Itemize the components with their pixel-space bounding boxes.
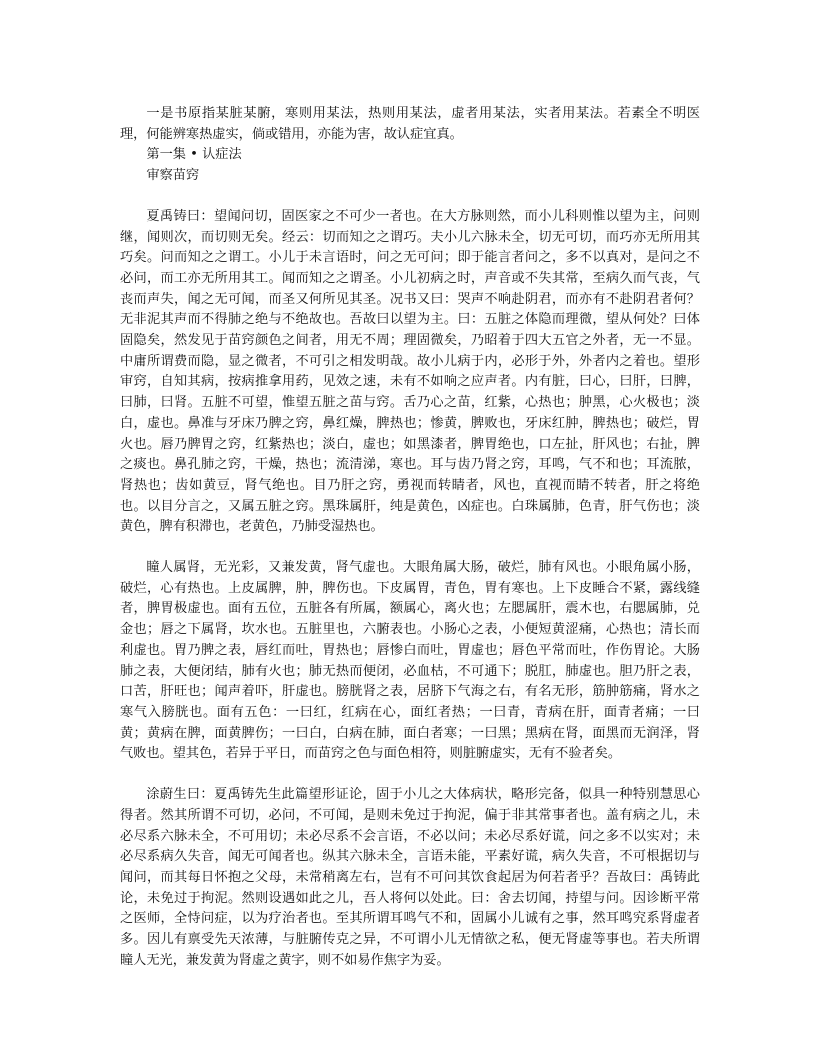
section-title: 第一集 • 认症法 bbox=[146, 147, 242, 163]
body-paragraph-1: 夏禹铸曰：望闻问切，固医家之不可少一者也。在大方脉则然，而小儿科则惟以望为主，问则继，闻则次，而切则无矣。经云：切而知之之谓巧。夫小儿六脉未全，切无可切，而巧亦无所用其巧矣。问而知之之谓工。小儿于未言语时，问之无可问；即于能言者问之，多不以真对，是问之不必问，而工亦无所用其工。闻而知之之谓圣。小儿初病之时，声音或不失其常，至病久而气丧，气丧而声失，闻之无可闻，而圣又何所见其圣。况书又曰：哭声不响赴阴君，而亦有不赴阴君者何？无非泥其声而不得肺之绝与不绝故也。吾故曰以望为主。曰：五脏之体隐而理微，望从何处？曰体固隐矣，然发见于苗窍颜色之间者，用无不周；理固微矣，乃昭着于四大五官之外者，无一不显。中庸所谓费而隐，显之微者，不可引之相发明哉。故小儿病于内，必形于外，外者内之着也。望形审窍，自知其病，按病推拿用药，见效之速，未有不如响之应声者。内有脏，曰心，曰肝，曰脾，曰肺，曰肾。五脏不可望，惟望五脏之苗与窍。舌乃心之苗，红紫，心热也；肿黑，心火极也；淡白，虚也。鼻准与牙床乃脾之窍，鼻红燥，脾热也；惨黄，脾败也，牙床红肿，脾热也；破烂，胃火也。唇乃脾胃之窍，红紫热也；淡白，虚也；如黑漆者，脾胃绝也，口左扯，肝风也；右扯，脾之痰也。鼻孔肺之窍，干燥，热也；流清涕，寒也。耳与齿乃肾之窍，耳鸣，气不和也；耳流脓，肾热也；齿如黄豆，肾气绝也。目乃肝之窍，勇视而转睛者，风也，直视而睛不转者，肝之将绝也。以目分言之，又属五脏之窍。黑珠属肝，纯是黄色，凶症也。白珠属肺，色青，肝气伤也；淡黄色，脾有积滞也，老黄色，乃肺受湿热也。 bbox=[120, 208, 700, 535]
subsection-title: 审察苗窍 bbox=[146, 168, 200, 184]
body-paragraph-2: 瞳人属肾，无光彩，又兼发黄，肾气虚也。大眼角属大肠，破烂，肺有风也。小眼角属小肠，破烂，心有热也。上皮属脾，肿，脾伤也。下皮属胃，青色，胃有寒也。上下皮睡合不紧，露线缝者，脾胃极虚也。面有五位，五脏各有所属，额属心，离火也；左腮属肝，震木也，右腮属肺，兑金也；唇之下属肾，坎水也。五脏里也，六腑表也。小肠心之表，小便短黄涩痛，心热也；清长而利虚也。胃乃脾之表，唇红而吐，胃热也；唇惨白而吐，胃虚也；唇色平常而吐，作伤胃论。大肠肺之表，大便闭结，肺有火也；肺无热而便闭，必血枯，不可通下；脱肛，肺虚也。胆乃肝之表，口苦，肝旺也；闻声着吓，肝虚也。膀胱肾之表，居脐下气海之右，有名无形，筋肿筋痛，肾水之寒气入膀胱也。面有五色：一曰红，红病在心，面红者热；一曰青，青病在肝，面青者痛；一曰黄；黄病在脾，面黄脾伤；一曰白，白病在肺，面白者寒；一曰黑；黑病在肾，面黑而无润泽，肾气败也。望其色，若异于平日，而苗窍之色与面色相符，则脏腑虚实，无有不验者矣。 bbox=[120, 560, 700, 762]
intro-paragraph: 一是书原指某脏某腑，寒则用某法，热则用某法，虚者用某法，实者用某法。若素全不明医理，何能辨寒热虚实，倘或错用，亦能为害，故认症宜真。 bbox=[120, 106, 700, 142]
document-page bbox=[120, 104, 700, 971]
body-paragraph-3: 涂蔚生曰：夏禹铸先生此篇望形证论，固于小儿之大体病状，略形完备，似具一种特别慧思心得者。然其所谓不可切，必问，不可闻，是则未免过于拘泥，偏于非其常事者也。盖有病之儿，未必尽系六脉未全，不可用切；未必尽系不会言语，不必以问；未必尽系好谎，问之多不以实对；未必尽系病久失音，闻无可闻者也。纵其六脉未全，言语未能，平素好谎，病久失音，不可根据切与闻问，而其每日怀抱之父母，未常稍离左右，岂有不可问其饮食起居为何若者乎？吾故曰：禹铸此论，未免过于拘泥。然则设遇如此之儿，吾人将何以处此。曰：舍去切闻，持望与问。因诊断平常之医师，全恃问症，以为疗治者也。至其所谓耳鸣气不和，固属小儿诚有之事，然耳鸣究系肾虚者多。因儿有禀受先天浓薄，与脏腑传克之异，不可谓小儿无情欲之私，便无肾虚等事也。若夫所谓瞳人无光，兼发黄为肾虚之黄字，则不如易作焦字为妥。 bbox=[120, 787, 700, 968]
